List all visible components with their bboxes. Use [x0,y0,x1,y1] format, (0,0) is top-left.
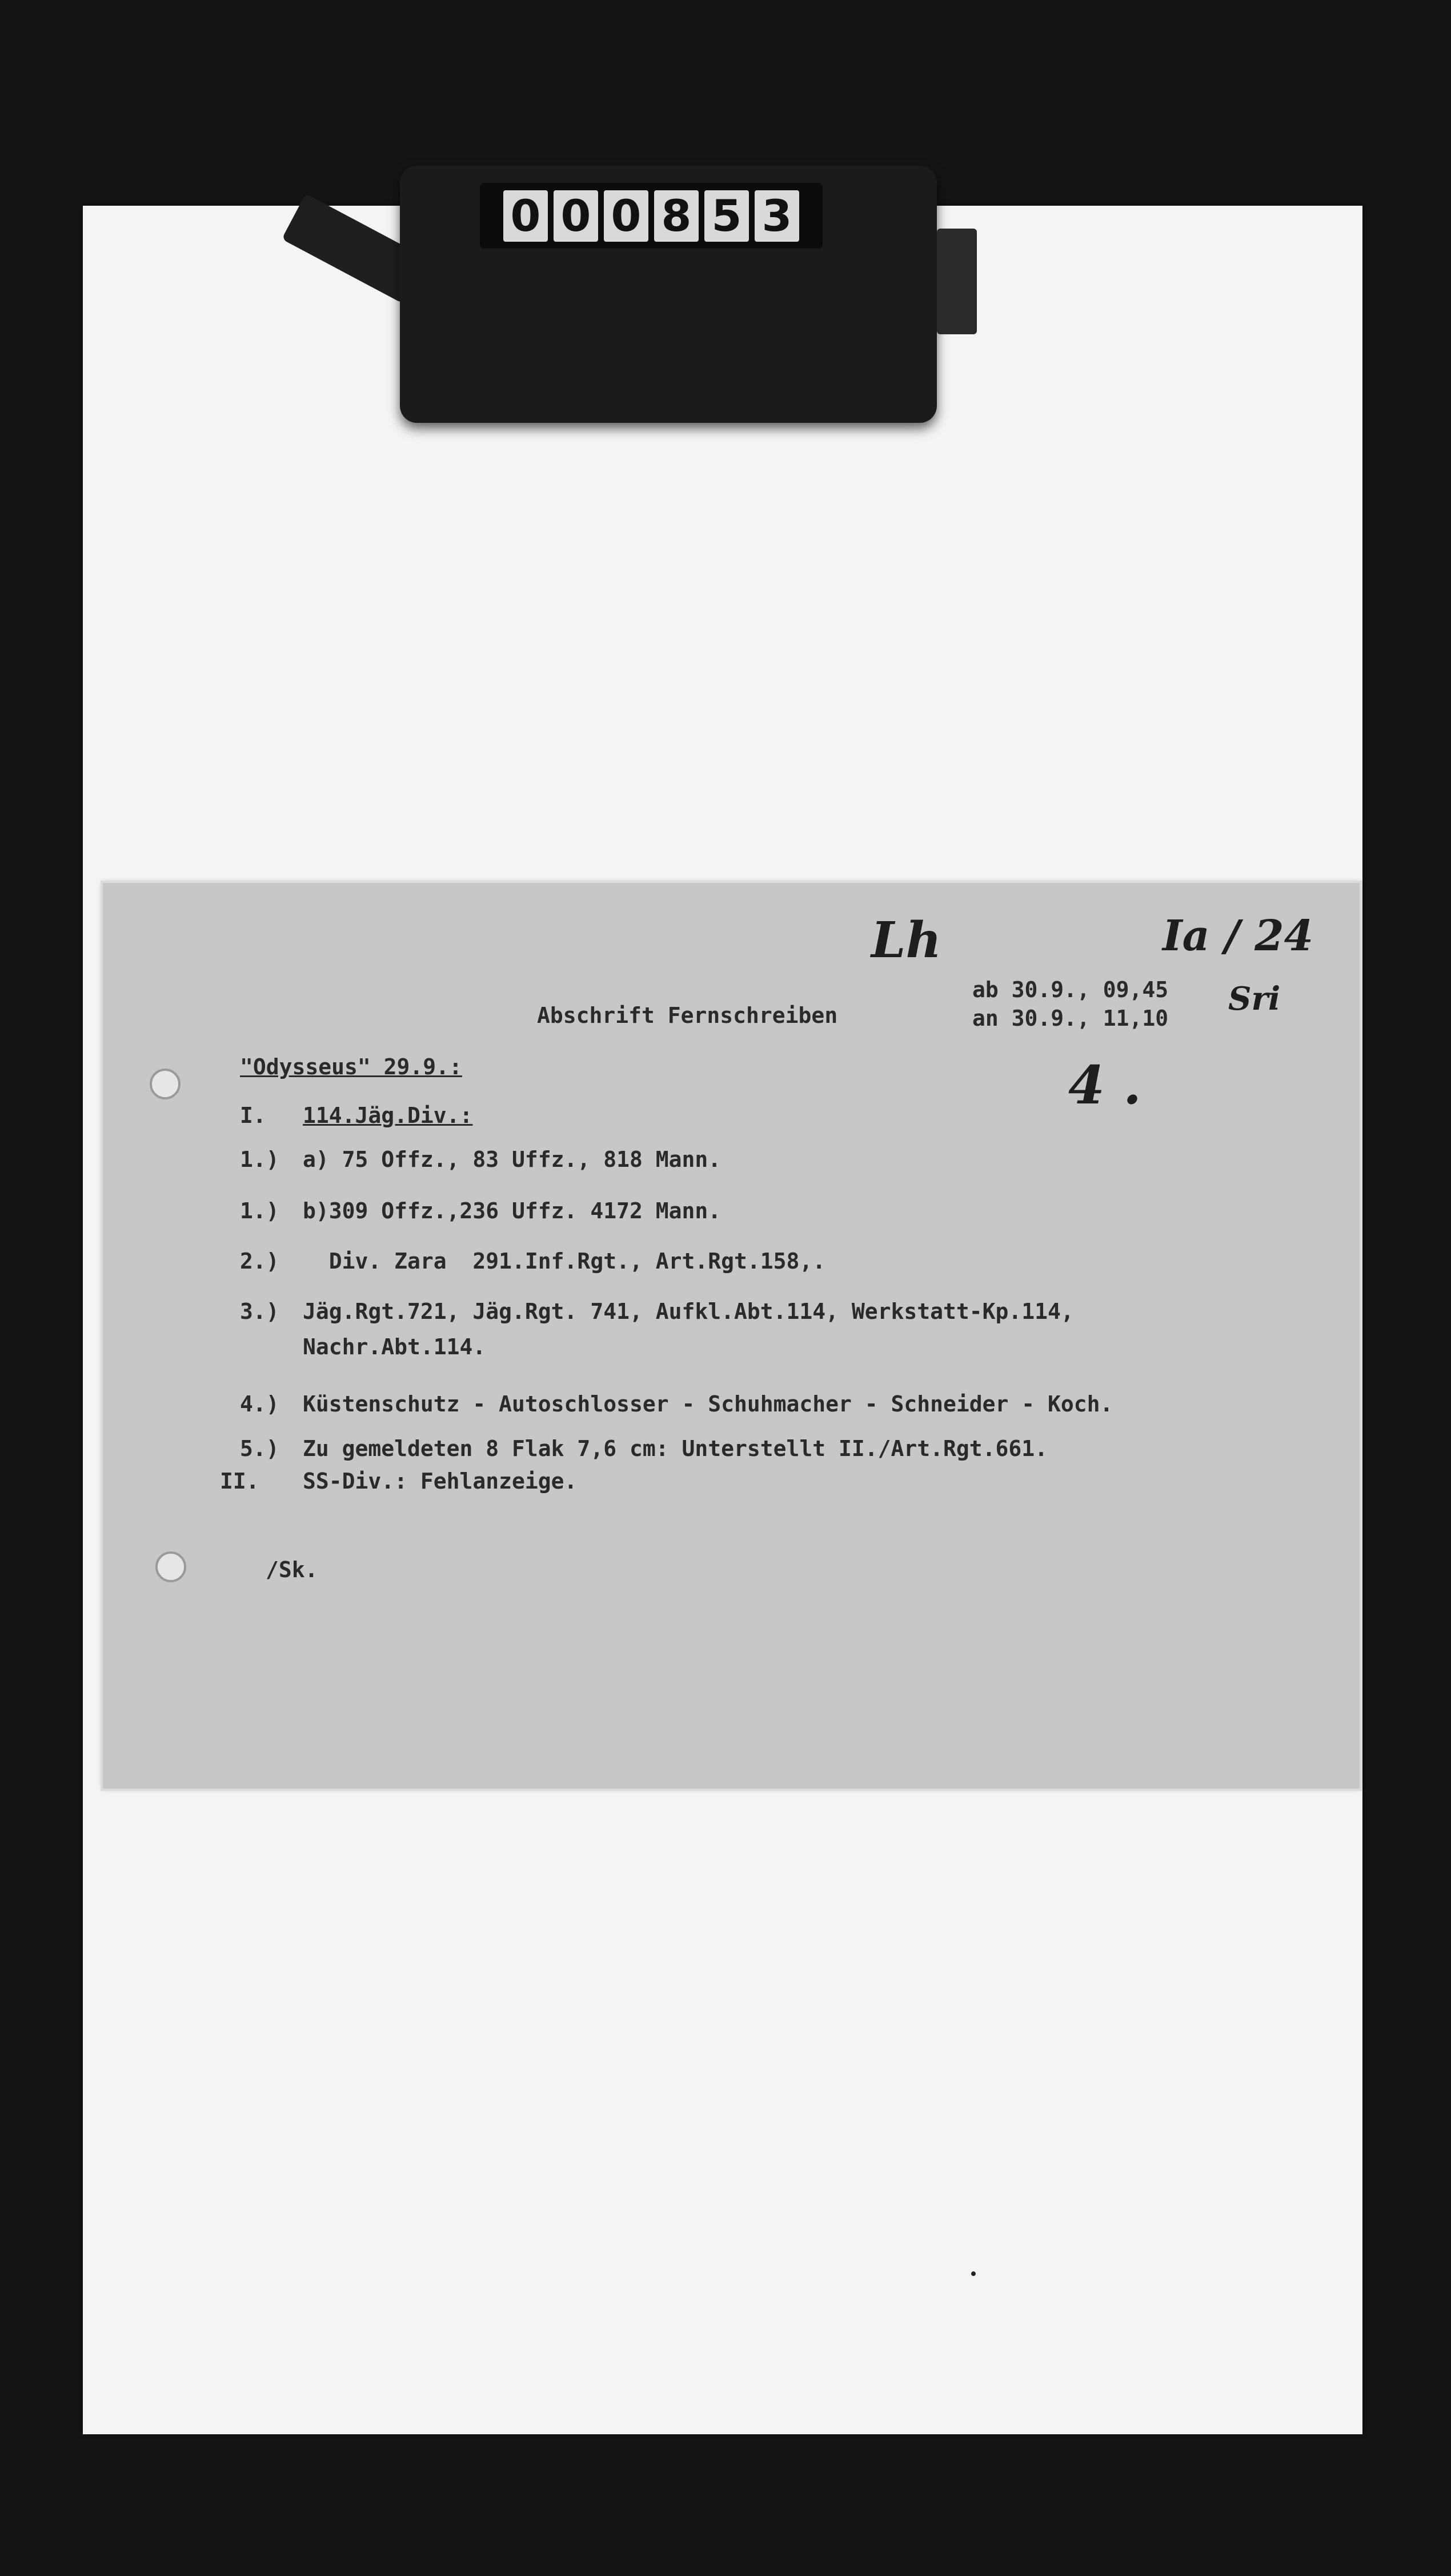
counter-digit: 0 [503,190,548,242]
item-text-continued: Nachr.Abt.114. [303,1334,486,1359]
punch-hole [150,1069,181,1099]
section-1-heading: 114.Jäg.Div.: [303,1103,473,1128]
handwritten-ia-note: Ia / 24 [1163,911,1314,961]
closing-initials: /Sk. [266,1557,318,1582]
handwritten-initials: Lh [871,911,941,969]
handwritten-signature: Sri [1228,980,1281,1018]
sent-time: ab 30.9., 09,45 [972,977,1169,1002]
section-2-label: II. [220,1469,259,1494]
handwritten-mark: 4 . [1068,1054,1142,1116]
item-number: 1.) [240,1198,279,1223]
document-subject: "Odysseus" 29.9.: [240,1054,462,1079]
speck [971,2271,976,2276]
item-text: Div. Zara 291.Inf.Rgt., Art.Rgt.158,. [303,1249,826,1274]
counter-window [480,183,823,249]
item-text: Jäg.Rgt.721, Jäg.Rgt. 741, Aufkl.Abt.114, Werkstatt-Kp.114, [303,1299,1074,1324]
counter-digit: 5 [704,190,749,242]
counter-digit: 8 [654,190,699,242]
counter-knob [937,229,977,334]
item-text: a) 75 Offz., 83 Uffz., 818 Mann. [303,1147,722,1172]
item-number: 1.) [240,1147,279,1172]
document-title: Abschrift Fernschreiben [537,1003,838,1028]
telex-slip [103,883,1360,1789]
item-text: Zu gemeldeten 8 Flak 7,6 cm: Unterstellt II./Art.Rgt.661. [303,1436,1048,1461]
item-number: 5.) [240,1436,279,1461]
item-number: 2.) [240,1249,279,1274]
item-text: b)309 Offz.,236 Uffz. 4172 Mann. [303,1198,722,1223]
section-1-label: I. [240,1103,266,1128]
item-text: Küstenschutz - Autoschlosser - Schuhmacher - Schneider - Koch. [303,1391,1113,1417]
section-2-text: SS-Div.: Fehlanzeige. [303,1469,578,1494]
item-number: 3.) [240,1299,279,1324]
counter-digit: 3 [755,190,799,242]
counter-digit: 0 [604,190,648,242]
item-number: 4.) [240,1391,279,1417]
counter-digit: 0 [554,190,598,242]
received-time: an 30.9., 11,10 [972,1006,1169,1031]
punch-hole [155,1551,186,1582]
